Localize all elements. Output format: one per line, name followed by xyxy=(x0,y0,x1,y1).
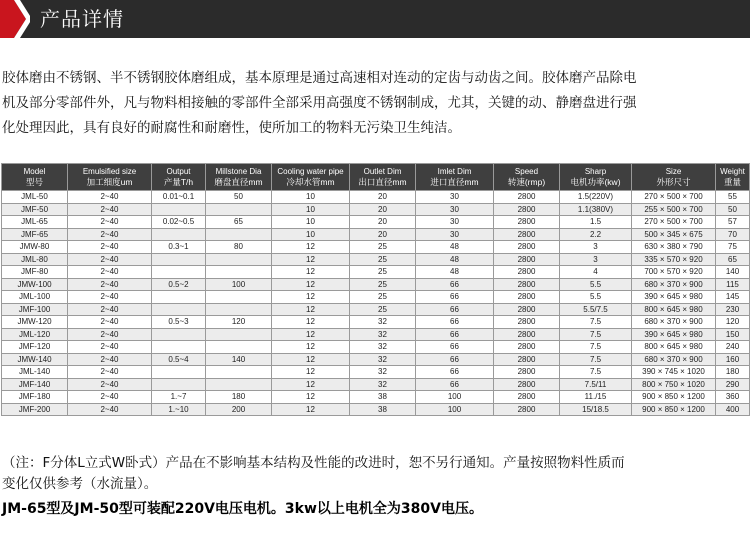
table-cell: 2800 xyxy=(494,303,560,316)
column-header xyxy=(2,164,68,191)
column-header xyxy=(206,164,272,191)
column-header-en: Size xyxy=(665,167,682,176)
table-cell: 0.5~4 xyxy=(152,353,206,366)
table-cell: JMF-180 xyxy=(2,391,68,404)
table-cell: 70 xyxy=(716,228,750,241)
table-cell: 0.02~0.5 xyxy=(152,216,206,229)
table-cell: 66 xyxy=(416,341,494,354)
table-cell: 2~40 xyxy=(68,391,152,404)
table-cell xyxy=(152,328,206,341)
column-header xyxy=(716,164,750,191)
table-cell: 7.5 xyxy=(560,366,632,379)
table-cell: 12 xyxy=(272,391,350,404)
table-cell: 48 xyxy=(416,241,494,254)
table-cell: 2800 xyxy=(494,278,560,291)
table-cell: 65 xyxy=(206,216,272,229)
column-header-cn: 转速(rmp) xyxy=(507,177,546,187)
note-voltage: JM-65型及JM-50型可装配220V电压电机。3kw以上电机全为380V电压。 xyxy=(2,501,483,517)
table-cell: 25 xyxy=(350,303,416,316)
table-cell: 200 xyxy=(206,403,272,416)
table-cell: 10 xyxy=(272,203,350,216)
column-header-cn: 重量 xyxy=(723,177,741,187)
table-cell: 30 xyxy=(416,203,494,216)
column-header-en: Cooling water pipe xyxy=(277,167,344,176)
table-cell: 2800 xyxy=(494,253,560,266)
table-cell xyxy=(206,228,272,241)
table-cell: 100 xyxy=(416,391,494,404)
table-cell: JMF-120 xyxy=(2,341,68,354)
table-cell: 12 xyxy=(272,341,350,354)
table-header-row xyxy=(2,164,750,191)
table-cell xyxy=(206,266,272,279)
table-cell: 2~40 xyxy=(68,316,152,329)
table-cell: 12 xyxy=(272,403,350,416)
table-cell: 66 xyxy=(416,316,494,329)
intro-line: 胶体磨由不锈钢、半不锈钢胶体磨组成，基本原理是通过高速相对连动的定齿与动齿之间。胶体磨产品除电 xyxy=(2,70,637,86)
table-cell xyxy=(152,341,206,354)
table-row xyxy=(2,328,750,341)
table-cell: 12 xyxy=(272,328,350,341)
table-cell: 2~40 xyxy=(68,253,152,266)
table-cell: 2800 xyxy=(494,191,560,204)
table-cell: JML-100 xyxy=(2,291,68,304)
table-cell: 900 × 850 × 1200 xyxy=(632,403,716,416)
column-header-en: Millstone Dia xyxy=(215,167,262,176)
table-cell: 2800 xyxy=(494,366,560,379)
column-header-cn: 进口直径mm xyxy=(430,177,479,187)
table-row xyxy=(2,191,750,204)
table-row xyxy=(2,403,750,416)
table-cell: 160 xyxy=(716,353,750,366)
table-cell: 360 xyxy=(716,391,750,404)
table-cell: 2800 xyxy=(494,216,560,229)
table-cell: 2800 xyxy=(494,266,560,279)
table-cell: 0.5~3 xyxy=(152,316,206,329)
table-cell: JMF-80 xyxy=(2,266,68,279)
table-cell: 2800 xyxy=(494,341,560,354)
table-cell: 48 xyxy=(416,253,494,266)
table-cell: 2~40 xyxy=(68,366,152,379)
column-header-en: Model xyxy=(23,167,46,176)
table-cell: 2~40 xyxy=(68,328,152,341)
table-cell xyxy=(206,341,272,354)
table-cell: 240 xyxy=(716,341,750,354)
table-cell: JMF-140 xyxy=(2,378,68,391)
table-row xyxy=(2,391,750,404)
table-cell: 25 xyxy=(350,253,416,266)
table-cell: 66 xyxy=(416,278,494,291)
table-cell: 20 xyxy=(350,228,416,241)
column-header-cn: 冷却水管mm xyxy=(286,177,335,187)
table-cell: JMW-120 xyxy=(2,316,68,329)
column-header xyxy=(68,164,152,191)
table-cell: 180 xyxy=(716,366,750,379)
column-header-en: Output xyxy=(166,167,191,176)
table-cell: 1.5(220V) xyxy=(560,191,632,204)
table-cell: 25 xyxy=(350,266,416,279)
table-cell: 0.3~1 xyxy=(152,241,206,254)
table-cell: 100 xyxy=(416,403,494,416)
table-cell xyxy=(206,328,272,341)
table-cell: 50 xyxy=(206,191,272,204)
table-cell: 145 xyxy=(716,291,750,304)
column-header xyxy=(416,164,494,191)
column-header-en: Speed xyxy=(514,167,539,176)
table-cell: 5.5 xyxy=(560,278,632,291)
table-cell: JML-140 xyxy=(2,366,68,379)
table-cell: 270 × 500 × 700 xyxy=(632,216,716,229)
table-cell: 120 xyxy=(716,316,750,329)
table-cell: 20 xyxy=(350,191,416,204)
table-cell: 2~40 xyxy=(68,403,152,416)
table-cell: 2800 xyxy=(494,328,560,341)
table-cell: 290 xyxy=(716,378,750,391)
table-cell: 1.5 xyxy=(560,216,632,229)
column-header-en: Outlet Dim xyxy=(363,167,402,176)
table-cell: 66 xyxy=(416,378,494,391)
table-cell: 2800 xyxy=(494,316,560,329)
table-cell: 2~40 xyxy=(68,228,152,241)
table-cell: 7.5 xyxy=(560,353,632,366)
section-header xyxy=(0,0,750,38)
table-cell: 12 xyxy=(272,278,350,291)
table-cell: 700 × 570 × 920 xyxy=(632,266,716,279)
table-cell: 12 xyxy=(272,253,350,266)
table-cell: JMF-50 xyxy=(2,203,68,216)
table-cell: 38 xyxy=(350,391,416,404)
table-cell: 12 xyxy=(272,353,350,366)
table-cell: 80 xyxy=(206,241,272,254)
table-cell: 400 xyxy=(716,403,750,416)
table-cell: 115 xyxy=(716,278,750,291)
column-header-cn: 型号 xyxy=(25,177,43,187)
column-header xyxy=(272,164,350,191)
table-cell: 1.~7 xyxy=(152,391,206,404)
table-cell: 2~40 xyxy=(68,303,152,316)
note-line: （注：F分体L立式W卧式）产品在不影响基本结构及性能的改进时，恕不另行通知。产量按照物料性质而 xyxy=(2,455,625,471)
table-cell: 5.5/7.5 xyxy=(560,303,632,316)
table-cell: JML-65 xyxy=(2,216,68,229)
table-cell: 32 xyxy=(350,328,416,341)
table-cell: 32 xyxy=(350,366,416,379)
table-cell: 900 × 850 × 1200 xyxy=(632,391,716,404)
table-cell: 2~40 xyxy=(68,203,152,216)
note-line: 变化仅供参考（水流量）。 xyxy=(2,476,158,492)
table-cell: 30 xyxy=(416,228,494,241)
table-cell: 255 × 500 × 700 xyxy=(632,203,716,216)
table-cell: 150 xyxy=(716,328,750,341)
table-cell: JML-80 xyxy=(2,253,68,266)
table-cell: 0.5~2 xyxy=(152,278,206,291)
table-row xyxy=(2,241,750,254)
table-cell: 2800 xyxy=(494,291,560,304)
table-cell: 7.5 xyxy=(560,341,632,354)
table-cell xyxy=(152,366,206,379)
table-cell: 230 xyxy=(716,303,750,316)
table-cell: 680 × 370 × 900 xyxy=(632,278,716,291)
table-cell: 66 xyxy=(416,366,494,379)
table-cell: 10 xyxy=(272,216,350,229)
column-header xyxy=(560,164,632,191)
table-cell: 11./15 xyxy=(560,391,632,404)
table-cell: 66 xyxy=(416,291,494,304)
table-cell: 3 xyxy=(560,253,632,266)
table-cell xyxy=(152,253,206,266)
column-header xyxy=(350,164,416,191)
table-cell xyxy=(206,303,272,316)
header-accent-icon xyxy=(0,0,30,38)
column-header-cn: 外形尺寸 xyxy=(656,177,691,187)
table-cell: 2~40 xyxy=(68,378,152,391)
table-row xyxy=(2,291,750,304)
table-row xyxy=(2,366,750,379)
table-cell: 2800 xyxy=(494,228,560,241)
table-cell: 140 xyxy=(716,266,750,279)
table-cell: 25 xyxy=(350,241,416,254)
table-cell: 2800 xyxy=(494,391,560,404)
table-cell: 10 xyxy=(272,228,350,241)
table-cell xyxy=(206,291,272,304)
column-header xyxy=(632,164,716,191)
column-header-cn: 磨盘直径mm xyxy=(214,177,263,187)
table-cell: 66 xyxy=(416,303,494,316)
table-cell: 2800 xyxy=(494,378,560,391)
table-cell: 2~40 xyxy=(68,241,152,254)
column-header-cn: 出口直径mm xyxy=(358,177,407,187)
table-cell xyxy=(152,228,206,241)
table-cell: 2~40 xyxy=(68,191,152,204)
column-header-cn: 产量T/h xyxy=(163,177,194,187)
table-cell: 12 xyxy=(272,291,350,304)
table-cell: 2~40 xyxy=(68,278,152,291)
table-cell: 30 xyxy=(416,216,494,229)
table-cell: 75 xyxy=(716,241,750,254)
table-cell: 20 xyxy=(350,216,416,229)
table-cell xyxy=(206,253,272,266)
table-cell: 12 xyxy=(272,316,350,329)
table-cell: 1.1(380V) xyxy=(560,203,632,216)
column-header-en: Sharp xyxy=(584,167,607,176)
table-cell: 25 xyxy=(350,291,416,304)
column-header-cn: 电机功率(kw) xyxy=(570,177,621,187)
column-header-cn: 加工细度um xyxy=(86,177,133,187)
table-cell xyxy=(152,378,206,391)
table-cell: JML-50 xyxy=(2,191,68,204)
table-cell: 55 xyxy=(716,191,750,204)
table-cell xyxy=(152,266,206,279)
table-cell: JMW-80 xyxy=(2,241,68,254)
table-row xyxy=(2,253,750,266)
table-cell: JMW-100 xyxy=(2,278,68,291)
table-cell: 2~40 xyxy=(68,341,152,354)
table-cell: 7.5 xyxy=(560,316,632,329)
table-cell: JMF-65 xyxy=(2,228,68,241)
table-cell: 10 xyxy=(272,191,350,204)
table-cell: 38 xyxy=(350,403,416,416)
table-cell: 390 × 645 × 980 xyxy=(632,328,716,341)
table-cell: 800 × 750 × 1020 xyxy=(632,378,716,391)
page-title: 产品详情 xyxy=(40,7,124,31)
table-cell: 2~40 xyxy=(68,266,152,279)
table-cell: 48 xyxy=(416,266,494,279)
table-cell: 500 × 345 × 675 xyxy=(632,228,716,241)
intro-line: 机及部分零部件外，凡与物料相接触的零部件全部采用高强度不锈钢制成，尤其，关键的动、静磨盘进行强 xyxy=(2,95,637,111)
table-cell: 800 × 645 × 980 xyxy=(632,303,716,316)
table-row xyxy=(2,266,750,279)
table-cell: 66 xyxy=(416,328,494,341)
table-cell: 390 × 645 × 980 xyxy=(632,291,716,304)
table-cell: 4 xyxy=(560,266,632,279)
table-row xyxy=(2,228,750,241)
table-cell: 66 xyxy=(416,353,494,366)
column-header-en: Emulsified size xyxy=(82,167,137,176)
table-cell: JML-120 xyxy=(2,328,68,341)
table-cell xyxy=(152,291,206,304)
table-row xyxy=(2,278,750,291)
table-cell: 2~40 xyxy=(68,353,152,366)
table-cell xyxy=(206,203,272,216)
column-header xyxy=(494,164,560,191)
column-header-en: Weight xyxy=(720,167,745,176)
table-cell: 120 xyxy=(206,316,272,329)
table-cell: 3 xyxy=(560,241,632,254)
table-cell xyxy=(152,203,206,216)
table-cell: JMF-100 xyxy=(2,303,68,316)
table-cell: 25 xyxy=(350,278,416,291)
table-cell: 800 × 645 × 980 xyxy=(632,341,716,354)
table-cell: JMF-200 xyxy=(2,403,68,416)
table-cell: 100 xyxy=(206,278,272,291)
table-cell: 30 xyxy=(416,191,494,204)
table-cell: 65 xyxy=(716,253,750,266)
table-cell: 12 xyxy=(272,378,350,391)
table-cell: 15/18.5 xyxy=(560,403,632,416)
table-cell: 7.5 xyxy=(560,328,632,341)
table-cell: 50 xyxy=(716,203,750,216)
intro-paragraph xyxy=(2,66,750,141)
table-cell xyxy=(206,378,272,391)
table-cell: 5.5 xyxy=(560,291,632,304)
table-cell xyxy=(206,366,272,379)
table-row xyxy=(2,303,750,316)
table-cell: 630 × 380 × 790 xyxy=(632,241,716,254)
intro-line: 化处理因此，具有良好的耐腐性和耐磨性，使所加工的物料无污染卫生纯洁。 xyxy=(2,120,461,136)
table-row xyxy=(2,316,750,329)
table-cell: 2800 xyxy=(494,353,560,366)
table-cell: 2800 xyxy=(494,241,560,254)
table-cell: 680 × 370 × 900 xyxy=(632,353,716,366)
table-cell: 2800 xyxy=(494,403,560,416)
table-row xyxy=(2,203,750,216)
table-cell: 270 × 500 × 700 xyxy=(632,191,716,204)
column-header-en: Imlet Dim xyxy=(437,167,472,176)
table-cell: 335 × 570 × 920 xyxy=(632,253,716,266)
table-row xyxy=(2,353,750,366)
table-cell: 7.5/11 xyxy=(560,378,632,391)
table-cell: 12 xyxy=(272,366,350,379)
table-cell: 32 xyxy=(350,353,416,366)
table-cell: 680 × 370 × 900 xyxy=(632,316,716,329)
table-cell: 1.~10 xyxy=(152,403,206,416)
table-cell: 32 xyxy=(350,378,416,391)
column-header xyxy=(152,164,206,191)
table-row xyxy=(2,341,750,354)
table-cell: 32 xyxy=(350,316,416,329)
table-cell: JMW-140 xyxy=(2,353,68,366)
table-cell xyxy=(152,303,206,316)
spec-table xyxy=(1,163,750,416)
table-cell: 0.01~0.1 xyxy=(152,191,206,204)
table-row xyxy=(2,216,750,229)
table-cell: 12 xyxy=(272,266,350,279)
table-cell: 20 xyxy=(350,203,416,216)
table-cell: 2~40 xyxy=(68,216,152,229)
table-cell: 140 xyxy=(206,353,272,366)
table-row xyxy=(2,378,750,391)
table-cell: 32 xyxy=(350,341,416,354)
table-cell: 2800 xyxy=(494,203,560,216)
table-cell: 57 xyxy=(716,216,750,229)
table-cell: 2~40 xyxy=(68,291,152,304)
table-cell: 2.2 xyxy=(560,228,632,241)
table-cell: 390 × 745 × 1020 xyxy=(632,366,716,379)
table-cell: 12 xyxy=(272,241,350,254)
table-cell: 180 xyxy=(206,391,272,404)
table-cell: 12 xyxy=(272,303,350,316)
